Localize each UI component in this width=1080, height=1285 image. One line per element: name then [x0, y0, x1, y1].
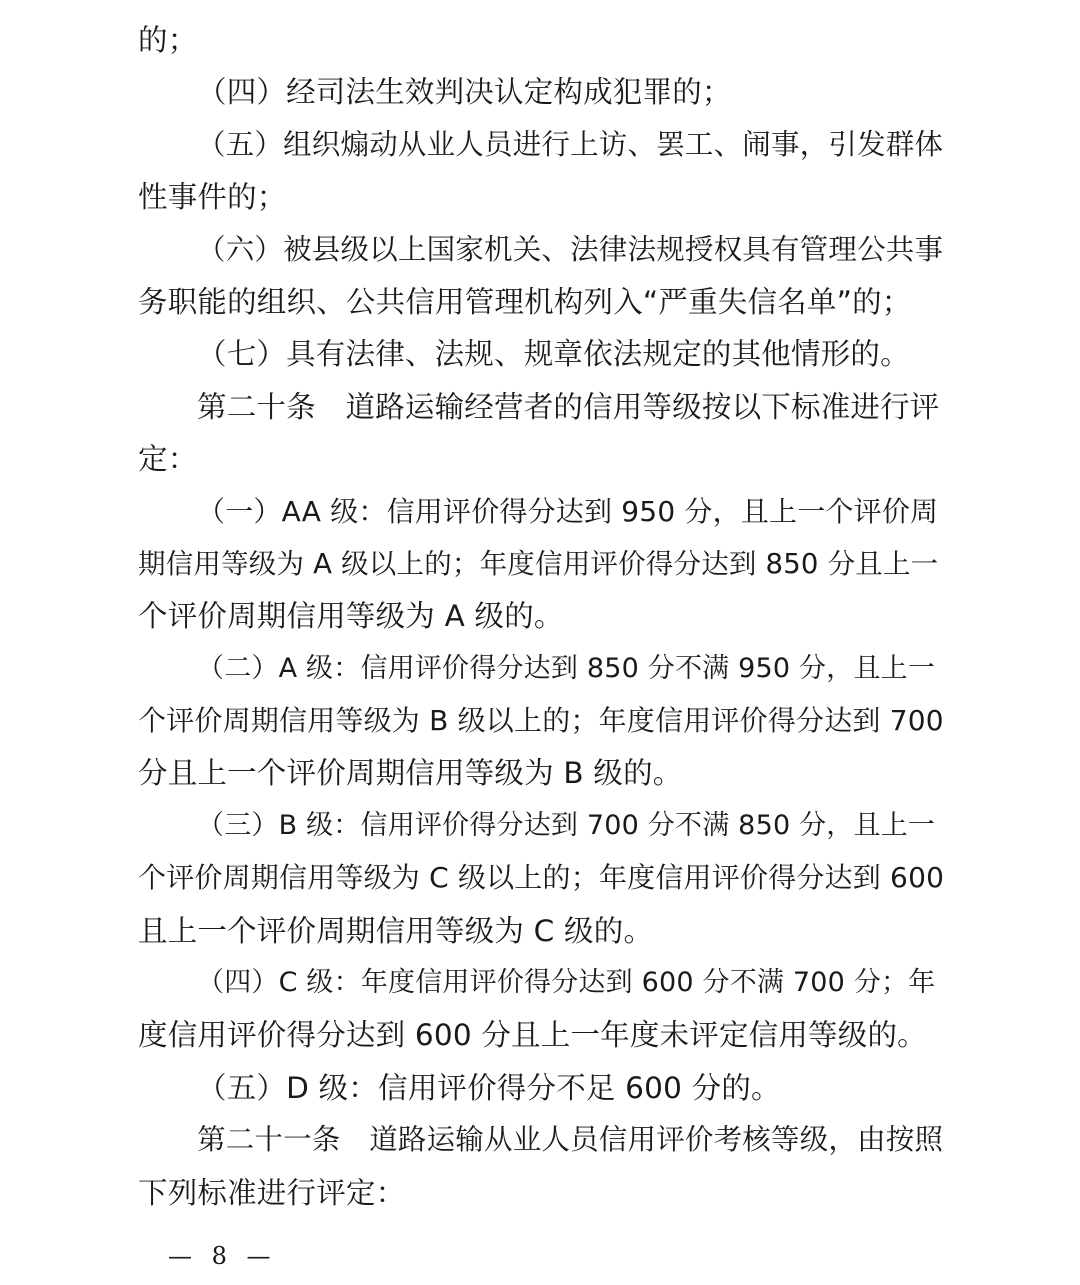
text-line: （七）具有法律、法规、规章依法规定的其他情形的。: [197, 337, 910, 372]
text-line: （四）C 级：年度信用评价得分达到 600 分不满 700 分；年: [197, 967, 936, 999]
text-line: 个评价周期信用等级为 B 级以上的；年度信用评价得分达到 700: [138, 704, 944, 738]
text-line: 且上一个评价周期信用等级为 C 级的。: [138, 913, 654, 948]
text-line: 务职能的组织、公共信用管理机构列入“严重失信名单”的；: [138, 284, 912, 319]
text-line: 第二十一条 道路运输从业人员信用评价考核等级，由按照: [197, 1123, 944, 1157]
text-line: （六）被县级以上国家机关、法律法规授权具有管理公共事: [197, 232, 944, 266]
text-line: （三）B 级：信用评价得分达到 700 分不满 850 分，且上一: [197, 809, 936, 841]
text-line: 分且上一个评价周期信用等级为 B 级的。: [138, 756, 683, 791]
text-line: （二）A 级：信用评价得分达到 850 分不满 950 分，且上一: [197, 652, 936, 684]
page-number: — 8 —: [168, 1242, 277, 1270]
text-line: 个评价周期信用等级为 A 级的。: [138, 599, 564, 634]
text-line: 期信用等级为 A 级以上的；年度信用评价得分达到 850 分且上一: [138, 547, 939, 580]
text-line: 度信用评价得分达到 600 分且上一年度未评定信用等级的。: [138, 1018, 927, 1053]
text-line: 个评价周期信用等级为 C 级以上的；年度信用评价得分达到 600: [138, 861, 944, 895]
text-line: 性事件的；: [138, 180, 287, 215]
text-line: 下列标准进行评定：: [138, 1175, 406, 1210]
text-line: （四）经司法生效判决认定构成犯罪的；: [197, 75, 732, 110]
text-line: （一）AA 级：信用评价得分达到 950 分，且上一个评价周: [197, 494, 939, 528]
text-line: （五）D 级：信用评价得分不足 600 分的。: [197, 1070, 781, 1105]
text-line: 第二十条 道路运输经营者的信用等级按以下标准进行评: [197, 389, 940, 424]
text-line: （五）组织煽动从业人员进行上访、罢工、闹事，引发群体: [197, 127, 944, 161]
text-line: 定：: [138, 442, 198, 477]
document-body: [138, 14, 944, 1219]
text-line: 的；: [138, 23, 198, 57]
